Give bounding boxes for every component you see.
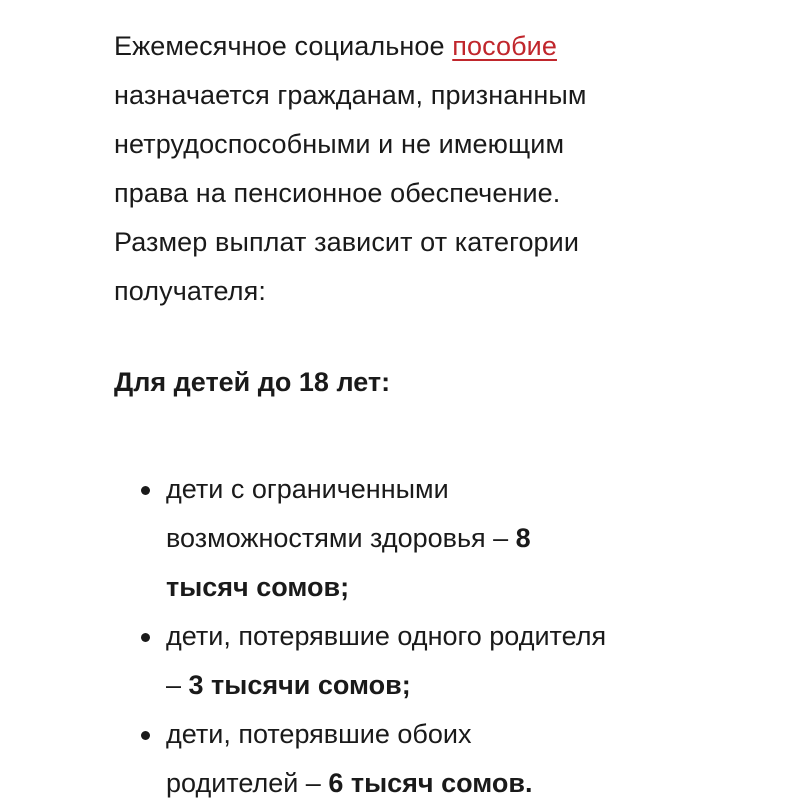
list-item-line — [166, 514, 674, 563]
intro-line-1-text: Ежемесячное социальное — [114, 31, 453, 61]
list-item — [114, 710, 674, 808]
list-item-amount: 3 тысячи сомов; — [188, 670, 411, 700]
list-item-line: дети с ограниченными — [166, 474, 449, 504]
list-item-text: родителей – — [166, 768, 329, 798]
article-body — [114, 22, 674, 798]
intro-paragraph — [114, 22, 674, 316]
section-heading: Для детей до 18 лет: — [114, 367, 391, 397]
list-item-line — [166, 563, 674, 612]
bullet-dot-icon — [141, 486, 150, 495]
list-item-line: дети, потерявшие одного родителя — [166, 621, 607, 651]
list-item-line: дети, потерявшие обоих — [166, 719, 472, 749]
intro-line-4: права на пенсионное обеспечение. — [114, 178, 561, 208]
list-item-line — [166, 661, 674, 710]
list-item — [114, 465, 674, 612]
benefit-list — [114, 465, 674, 808]
list-item-amount: 8 — [515, 523, 531, 553]
bullet-dot-icon — [141, 731, 150, 740]
intro-line-5: Размер выплат зависит от категории — [114, 227, 580, 257]
list-item-amount: тысяч сомов; — [166, 572, 350, 602]
intro-line-2: назначается гражданам, признанным — [114, 80, 587, 110]
list-item-amount: 6 тысяч сомов. — [328, 768, 533, 798]
list-item-text: – — [166, 670, 189, 700]
posobie-link[interactable]: пособие — [452, 31, 557, 61]
intro-line-1 — [114, 22, 674, 71]
intro-line-3: нетрудоспособными и не имеющим — [114, 129, 565, 159]
bullet-dot-icon — [141, 633, 150, 642]
list-item — [114, 612, 674, 710]
intro-line-6: получателя: — [114, 276, 266, 306]
list-item-line — [166, 759, 674, 808]
list-item-text: возможностями здоровья – — [166, 523, 516, 553]
